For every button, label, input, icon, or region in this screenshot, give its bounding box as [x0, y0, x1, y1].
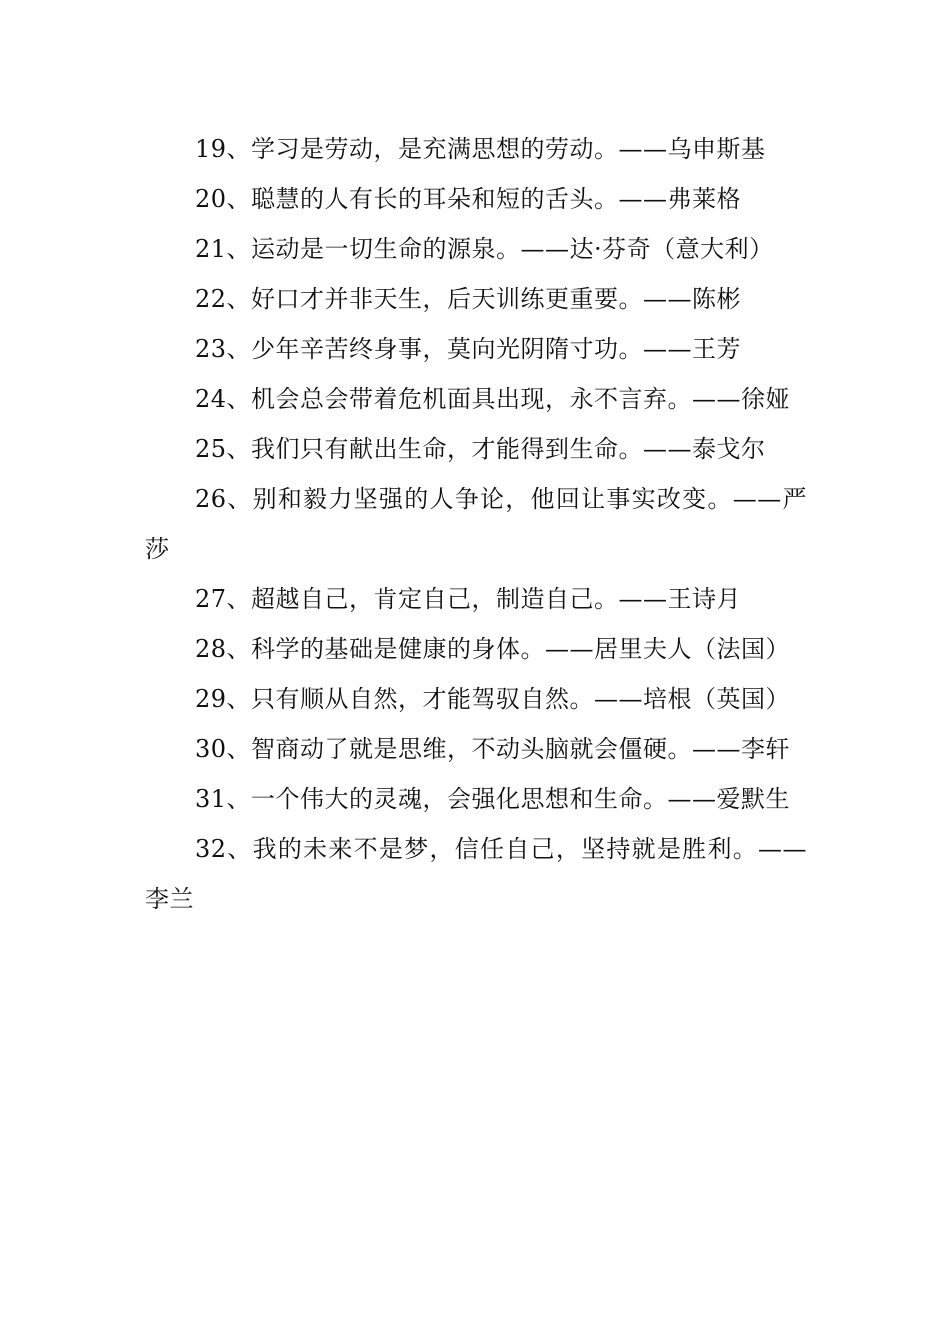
quote-list	[145, 124, 807, 924]
quote-29: 29、只有顺从自然，才能驾驭自然。——培根（英国）	[195, 685, 791, 713]
quote-30: 30、智商动了就是思维，不动头脑就会僵硬。——李轩	[195, 735, 791, 763]
quote-32: 32、我的未来不是梦，信任自己，坚持就是胜利。——李兰	[145, 835, 807, 913]
quote-22: 22、好口才并非天生，后天训练更重要。——陈彬	[195, 285, 742, 313]
quote-25: 25、我们只有献出生命，才能得到生命。——泰戈尔	[195, 435, 766, 463]
quote-23: 23、少年辛苦终身事，莫向光阴隋寸功。——王芳	[195, 335, 742, 363]
quote-21: 21、运动是一切生命的源泉。——达·芬奇（意大利）	[195, 235, 774, 263]
quote-20: 20、聪慧的人有长的耳朵和短的舌头。——弗莱格	[195, 185, 742, 213]
quote-19: 19、学习是劳动，是充满思想的劳动。——乌申斯基	[195, 135, 766, 163]
quote-26: 26、别和毅力坚强的人争论，他回让事实改变。——严莎	[145, 485, 807, 563]
quote-24: 24、机会总会带着危机面具出现，永不言弃。——徐娅	[195, 385, 791, 413]
quote-31: 31、一个伟大的灵魂，会强化思想和生命。——爱默生	[195, 785, 791, 813]
quote-27: 27、超越自己，肯定自己，制造自己。——王诗月	[195, 585, 742, 613]
quote-28: 28、科学的基础是健康的身体。——居里夫人（法国）	[195, 635, 791, 663]
